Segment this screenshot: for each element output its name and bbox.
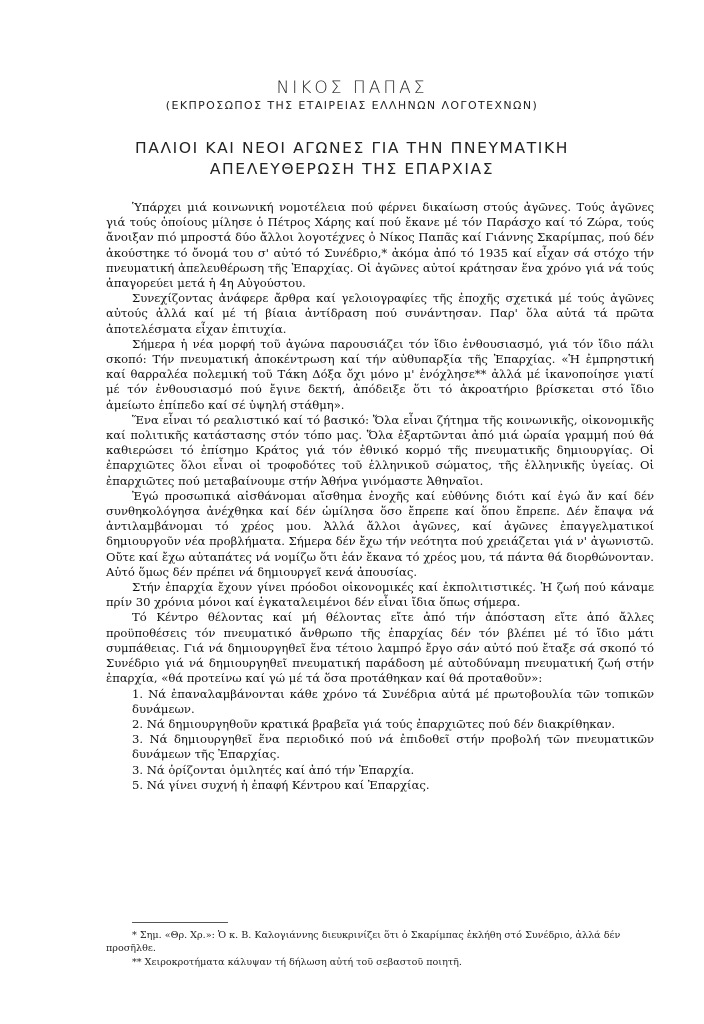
title-line-2: ΑΠΕΛΕΥΘΕΡΩΣΗ ΤΗΣ ΕΠΑΡΧΙΑΣ — [209, 160, 495, 178]
list-item: 1. Νά ἐπαναλαμβάνονται κάθε χρόνο τά Συνέδρια αὐτά μέ πρωτοβουλία τῶν τοπικῶν δυνάμεων. — [132, 686, 654, 716]
author-name: ΝΙΚΟΣ ΠΑΠΑΣ — [276, 78, 428, 98]
footnote: * Σημ. «Θρ. Χρ.»: Ὁ κ. Β. Καλογιάννης διευκρινίζει ὅτι ὁ Σκαρίμπας ἐκλήθη στό Συνέδριο, ἀλλά δέν προσῆλθε. — [106, 930, 621, 955]
header — [0, 78, 704, 114]
footnote: ** Χειροκροτήματα κάλυψαν τή δήλωση αὐτή τοῦ σεβαστοῦ ποιητῆ. — [132, 956, 462, 968]
list-item: 5. Νά γίνει συχνή ἡ ἐπαφή Κέντρου καί Ἐπαρχίας. — [132, 777, 430, 792]
paragraph: Ὑπάρχει μιά κοινωνική νομοτέλεια πού φέρνει δικαίωση στούς ἀγῶνες. Τούς ἀγῶνες γιά τούς ὁποίους μίλησε ὁ Πέτρος Χάρης καί πού ἔκανε μέ τόν Παράσχο καί τό Ζώρα, τούς ἄνοιξαν πιό μπροστά δύο ἄλλοι λογοτέχνες ὁ Νίκος Παπᾶς καί Γιάννης Σκαρίμπας, πού δέν ἀκούστηκε τό ὄνομά του σ' αὐτό τό Συνέδριο,* ἀκόμα ἀπό τό 1935 καί εἶχαν σά στόχο τήν πνευματική ἀπελευθέρωση τῆς Ἐπαρχίας. Οἱ ἀγῶνες αὐτοί κράτησαν ἕνα χρόνο γιά νά τούς ἀπαγορεύει μετά ἡ 4η Αὐγούστου. — [106, 200, 654, 291]
title-line-1: ΠΑΛΙΟΙ ΚΑΙ ΝΕΟΙ ΑΓΩΝΕΣ ΓΙΑ ΤΗΝ ΠΝΕΥΜΑΤΙΚΗ — [134, 139, 569, 157]
list-item: 3. Νά δημιουργηθεῖ ἕνα περιοδικό πού νά ἐπιδοθεῖ στήν προβολή τῶν πνευματικῶν δυνάμεων τῆς Ἐπαρχίας. — [132, 732, 654, 762]
paragraph: Σήμερα ἡ νέα μορφή τοῦ ἀγώνα παρουσιάζει τόν ἴδιο ἐνθουσιασμό, γιά τόν ἴδιο πάλι σκοπό: Τήν πνευματική ἀποκέντρωση καί τήν αὐθυπαρξία τῆς Ἐπαρχίας. «Ἡ ἐμπρηστική καί θαρραλέα πολεμική τοῦ Τάκη Δόξα ὄχι μόνο μ' ἐνόχλησε** ἀλλά μέ ἱκανοποίησε γιατί μέ τόν ἐνθουσιασμό πού ἔγινε δεκτή, ἀπόδειξε ὅτι τό ἀκροατήριο βρίσκεται στό ἴδιο ἀμείωτο ἐπίπεδο καί σέ ὑψηλή στάθμη». — [106, 336, 654, 412]
paragraph: Ἕνα εἶναι τό ρεαλιστικό καί τό βασικό: Ὅλα εἶναι ζήτημα τῆς κοινωνικῆς, οἰκονομικῆς καί πολιτικῆς κατάστασης στόν τόπο μας. Ὅλα ἐξαρτῶνται ἀπό μιά ὡραία γραμμή πού θά καθιερώσει τό ἐπίσημο Κράτος γιά τόν ἐθνικό κορμό τῆς πνευματικῆς δημιουργίας. Οἱ ἐπαρχιῶτες ὅλοι εἶναι οἱ τροφοδότες τοῦ ἑλληνικοῦ σώματος, τῆς ἑλληνικῆς ὑγείας. Οἱ ἐπαρχιῶτες πού μεταβαίνουμε στήν Ἀθήνα γινόμαστε Ἀθηναῖοι. — [106, 412, 654, 488]
list-item: 3. Νά ὁρίζονται ὁμιλητές καί ἀπό τήν Ἐπαρχία. — [132, 762, 415, 777]
list-item: 2. Νά δημιουργηθοῦν κρατικά βραβεῖα γιά τούς ἐπαρχιῶτες πού δέν διακρίθηκαν. — [132, 716, 616, 731]
paragraph: Στήν ἐπαρχία ἔχουν γίνει πρόοδοι οἰκονομικές καί ἐκπολιτιστικές. Ἡ ζωή πού κάναμε πρίν 30 χρόνια μόνοι καί ἐγκαταλειμένοι δέν εἶναι ἴδια ὅπως σήμερα. — [106, 580, 654, 610]
paragraph: Ἐγώ προσωπικά αἰσθάνομαι αἴσθημα ἐνοχῆς καί εὐθύνης διότι καί ἐγώ ἄν καί δέν συνθηκολόγησα ἀνέχθηκα καί δέν ὡμίλησα ὅσο ἔπρεπε καί ὅπου ἔπρεπε. Δέν ἔπαψα νά ἀντιλαμβάνομαι τό χρέος μου. Ἀλλά ἄλλοι ἀγῶνες, καί ἀγῶνες ἐπαγγελματικοί δημιουργοῦν νέα προβλήματα. Σήμερα δέν ἔχω τήν νεότητα πού χρειάζεται γιά ν' ἀγωνιστῶ. Οὔτε καί ἔχω αὐταπάτες νά νομίζω ὅτι ἐάν ἔκανα τό χρέος μου, τά πάντα θά διορθώνονταν. Αὐτό ὅμως δέν πρέπει νά δημιουργεῖ κενά ἀπουσίας. — [106, 488, 654, 579]
footnote-divider — [132, 922, 228, 923]
paragraph: Συνεχίζοντας ἀνάφερε ἄρθρα καί γελοιογραφίες τῆς ἐποχῆς σχετικά μέ τούς ἀγῶνες αὐτούς ἀλλά καί μέ τή βίαια ἀντίδραση πού συνάντησαν. Παρ' ὅλα αὐτά τά πρῶτα ἀποτελέσματα εἶχαν ἐπιτυχία. — [106, 291, 654, 336]
article-title — [0, 138, 704, 180]
article-body — [106, 200, 654, 793]
paragraph: Τό Κέντρο θέλοντας καί μή θέλοντας εἴτε ἀπό τήν ἀπόσταση εἴτε ἀπό ἄλλες προϋποθέσεις τόν πνευματικό ἄνθρωπο τῆς ἐπαρχίας δέν τόν βλέπει μέ τό ἴδιο μάτι συμπάθειας. Γιά νά δημιουργηθεῖ ἕνα τέτοιο λαμπρό ἔργο σάν αὐτό πού ἔταξε σά σκοπό τό Συνέδριο γιά νά δημιουργηθεῖ πνευματική παράδοση μέ αὐτοδύναμη πνευματική ζωή στήν ἐπαρχία, «θά προτείνω καί γώ μέ τά ὅσα προτάθηκαν καί θά προταθοῦν»: — [106, 610, 654, 686]
footnotes — [106, 922, 654, 969]
author-role: (ΕΚΠΡΟΣΩΠΟΣ ΤΗΣ ΕΤΑΙΡΕΙΑΣ ΕΛΛΗΝΩΝ ΛΟΓΟΤΕΧΝΩΝ) — [165, 99, 539, 112]
